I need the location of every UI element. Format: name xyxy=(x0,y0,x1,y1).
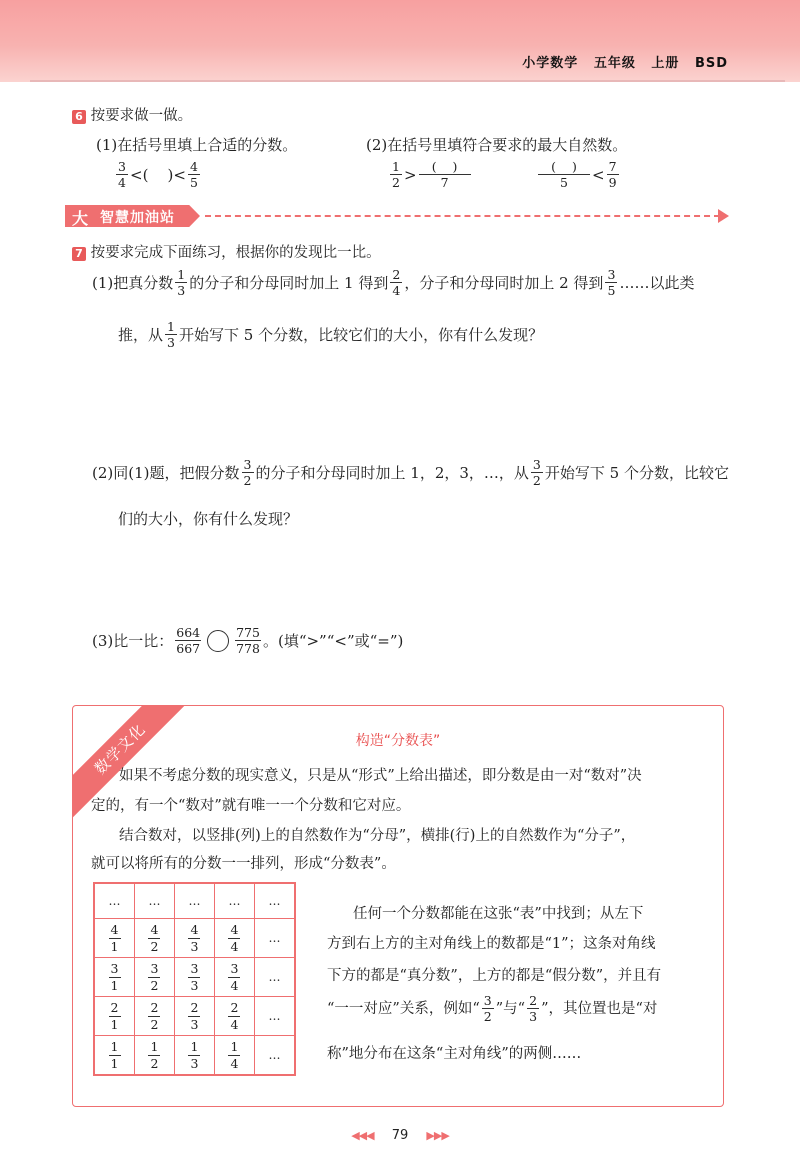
table-cell: … xyxy=(254,997,295,1036)
q7-part2-line1: (2)同(1)题，把假分数 3 2 的分子和分母同时加上 1，2，3，…，从 3 2 开始写下 5 个分数，比较它 xyxy=(92,457,729,489)
table-cell: … xyxy=(94,883,135,919)
q7-part1-line1: (1)把真分数 1 3 的分子和分母同时加上 1 得到 2 4 ，分子和分母同时加上 2 得到 3 5 ……以此类 xyxy=(92,267,695,299)
fraction: 2 3 xyxy=(527,994,539,1023)
fraction: 3 2 xyxy=(242,458,254,487)
side-text-line4: “一一对应”关系，例如“ 3 2 ”与“ 2 3 ”，其位置也是“对 xyxy=(327,993,658,1025)
table-cell xyxy=(135,997,175,1036)
table-cell xyxy=(214,1036,254,1076)
fraction: $\frac{4}{2}$ xyxy=(148,923,160,952)
table-row xyxy=(94,919,295,958)
fraction: $\frac{2}{3}$ xyxy=(188,1001,200,1030)
q6-heading xyxy=(72,104,192,125)
table-cell xyxy=(214,958,254,997)
table-row xyxy=(94,958,295,997)
table-row xyxy=(94,883,295,919)
table-cell: … xyxy=(254,958,295,997)
fraction: 664 667 xyxy=(176,625,201,657)
table-cell: … xyxy=(214,883,254,919)
q7-part3: (3)比一比： 664 667 775 778 。(填“>”“<”或“=”) xyxy=(92,625,404,657)
q6-part2-label: (2)在括号里填符合要求的最大自然数。 xyxy=(366,136,628,154)
culture-ribbon: 数学文化 xyxy=(72,705,198,827)
table-cell xyxy=(94,997,135,1036)
side-text-line5: 称”地分布在这条“主对角线”的两侧…… xyxy=(327,1046,582,1062)
fraction: $\frac{3}{3}$ xyxy=(188,962,200,991)
greater-than: > xyxy=(404,165,417,184)
banner-dashed-line xyxy=(205,215,720,217)
q6-number: 6 xyxy=(72,110,86,124)
culture-para1-line1: 如果不考虑分数的现实意义，只是从“形式”上给出描述，即分数是由一对“数对”决 xyxy=(119,768,642,784)
page-number-value: 79 xyxy=(391,1128,409,1143)
q7-heading xyxy=(72,241,381,262)
fraction-blank[interactable]: ( ) 5 xyxy=(538,160,590,189)
header-info xyxy=(522,52,728,71)
fraction-blank[interactable]: ( ) 7 xyxy=(419,160,471,189)
table-cell xyxy=(174,997,214,1036)
culture-title: 构造“分数表” xyxy=(355,733,441,749)
fraction: 4 5 xyxy=(188,160,200,189)
page-number xyxy=(0,1128,800,1143)
q6-title: 按要求做一做。 xyxy=(90,108,193,124)
table-cell xyxy=(135,1036,175,1076)
fraction: 1 3 xyxy=(175,268,187,297)
fraction: 3 4 xyxy=(116,160,128,189)
fraction: 1 3 xyxy=(165,320,177,349)
fraction: $\frac{2}{2}$ xyxy=(148,1001,160,1030)
culture-para2-line2: 就可以将所有的分数一一排列，形成“分数表”。 xyxy=(91,856,396,872)
header-subject: 小学数学 xyxy=(522,56,579,71)
table-cell xyxy=(94,919,135,958)
q6-part1-label: (1)在括号里填上合适的分数。 xyxy=(96,136,298,154)
fraction: 775 778 xyxy=(236,625,260,657)
side-text-line1: 任何一个分数都能在这张“表”中找到；从左下 xyxy=(353,906,644,922)
table-cell xyxy=(174,1036,214,1076)
table-cell xyxy=(174,919,214,958)
culture-para1-line2: 定的，有一个“数对”就有唯一一个分数和它对应。 xyxy=(91,798,411,814)
table-cell: … xyxy=(254,883,295,919)
compare-circle[interactable] xyxy=(207,630,229,652)
fraction: $\frac{4}{3}$ xyxy=(188,923,200,952)
fraction: $\frac{1}{2}$ xyxy=(148,1040,160,1069)
table-row xyxy=(94,1036,295,1076)
fraction: $\frac{1}{1}$ xyxy=(109,1040,121,1069)
q6-part2-expression-a xyxy=(388,160,473,189)
fraction: 1 2 xyxy=(390,160,402,189)
header-rule xyxy=(30,80,785,82)
fraction: $\frac{4}{1}$ xyxy=(109,923,121,952)
side-text-line2: 方到右上方的主对角线上的数都是“1”；这条对角线 xyxy=(327,936,656,952)
fraction: 3 5 xyxy=(605,268,617,297)
fraction: $\frac{3}{4}$ xyxy=(228,962,240,991)
answer-blank[interactable]: <( )< xyxy=(130,165,186,184)
q7-part2-line2: 们的大小，你有什么发现？ xyxy=(118,510,299,528)
next-arrows-icon: ▶▶▶ xyxy=(426,1129,449,1142)
banner-icon: 大 xyxy=(72,209,89,228)
table-cell: … xyxy=(254,1036,295,1076)
fraction: 7 9 xyxy=(607,160,619,189)
table-cell: … xyxy=(174,883,214,919)
q7-number: 7 xyxy=(72,247,86,261)
table-cell xyxy=(135,919,175,958)
math-culture-box xyxy=(72,705,724,1107)
q7-part1-line2: 推，从 1 3 开始写下 5 个分数，比较它们的大小，你有什么发现？ xyxy=(118,319,544,351)
fraction: $\frac{3}{2}$ xyxy=(148,962,160,991)
banner-arrow-icon xyxy=(718,209,729,223)
table-cell: … xyxy=(254,919,295,958)
q6-part2-expression-b xyxy=(536,160,621,189)
fraction: $\frac{2}{4}$ xyxy=(228,1001,240,1030)
table-cell xyxy=(135,958,175,997)
fraction: 3 2 xyxy=(482,994,494,1023)
fraction: 2 4 xyxy=(390,268,402,297)
less-than: < xyxy=(592,165,605,184)
fraction: $\frac{1}{3}$ xyxy=(188,1040,200,1069)
q6-part1-expression xyxy=(114,160,202,189)
fraction: $\frac{2}{1}$ xyxy=(109,1001,121,1030)
fraction: 3 2 xyxy=(531,458,543,487)
fraction: $\frac{1}{4}$ xyxy=(228,1040,240,1069)
header-grade: 五年级 xyxy=(593,56,636,71)
q7-title: 按要求完成下面练习，根据你的发现比一比。 xyxy=(90,245,381,261)
table-cell xyxy=(214,919,254,958)
table-row xyxy=(94,997,295,1036)
banner-label: 智慧加油站 xyxy=(100,210,175,226)
fraction-table xyxy=(93,882,296,1076)
header-edition: BSD xyxy=(694,56,728,71)
table-cell xyxy=(94,958,135,997)
culture-para2-line1: 结合数对，以竖排(列)上的自然数作为“分母”，横排(行)上的自然数作为“分子”， xyxy=(119,828,636,844)
table-cell xyxy=(174,958,214,997)
table-cell xyxy=(214,997,254,1036)
table-cell: … xyxy=(135,883,175,919)
side-text-line3: 下方的都是“真分数”，上方的都是“假分数”，并且有 xyxy=(327,968,662,984)
fraction: $\frac{4}{4}$ xyxy=(228,923,240,952)
header-volume: 上册 xyxy=(651,56,680,71)
prev-arrows-icon: ◀◀◀ xyxy=(351,1129,374,1142)
table-cell xyxy=(94,1036,135,1076)
fraction: $\frac{3}{1}$ xyxy=(109,962,121,991)
